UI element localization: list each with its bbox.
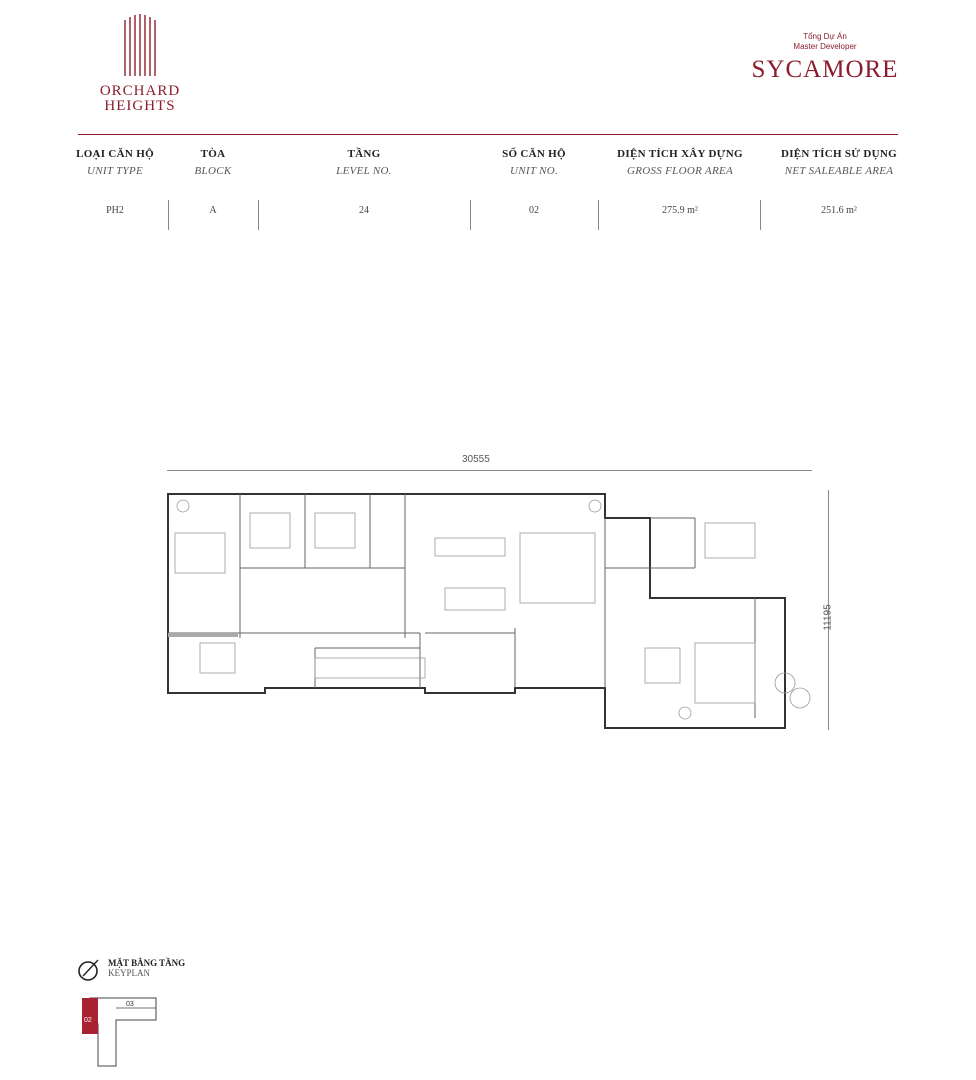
developer-label-vi: Tổng Dự Án: [803, 32, 847, 41]
spec-gross-area: [602, 148, 758, 216]
spec-value: 251.6 m²: [821, 205, 857, 216]
spec-label-vi: TÒA: [200, 148, 226, 160]
width-dimension-line: [167, 470, 812, 471]
table-divider: [470, 200, 471, 230]
depth-dimension-label: 11195: [822, 604, 834, 631]
developer-name: SYCAMORE: [751, 56, 899, 83]
spec-block: [170, 148, 256, 216]
keyplan-diagram: [80, 996, 170, 1076]
building-mark-icon: [123, 14, 157, 76]
width-dimension-label: 30555: [462, 454, 490, 465]
spec-value: A: [209, 205, 217, 216]
spec-label-en: LEVEL NO.: [336, 165, 392, 177]
spec-value: 275.9 m²: [662, 205, 698, 216]
table-divider: [258, 200, 259, 230]
spec-label-vi: LOẠI CĂN HỘ: [76, 148, 154, 160]
spec-level: [262, 148, 466, 216]
orchard-heights-logo: [90, 14, 190, 114]
spec-label-en: BLOCK: [194, 165, 232, 177]
spec-value: PH2: [106, 205, 124, 216]
keyplan-label-vi: MẶT BẰNG TẦNG: [108, 958, 186, 968]
table-divider: [168, 200, 169, 230]
spec-value: 02: [529, 205, 539, 216]
spec-value: 24: [359, 205, 369, 216]
floor-plan-drawing: [165, 488, 815, 733]
keyplan-label-en: KEYPLAN: [108, 968, 150, 978]
keyplan-unit-a: 02: [84, 1017, 92, 1024]
sycamore-logo: [740, 32, 910, 84]
brand-line2: HEIGHTS: [104, 98, 176, 114]
spec-label-en: UNIT NO.: [509, 165, 559, 177]
spec-unit-type: [70, 148, 160, 216]
spec-label-vi: SỐ CĂN HỘ: [502, 148, 566, 160]
header-divider: [78, 134, 898, 135]
developer-label-en: Master Developer: [793, 42, 857, 51]
spec-label-vi: TẦNG: [347, 148, 381, 160]
compass-icon: [76, 956, 104, 984]
spec-unit-no: [474, 148, 594, 216]
table-divider: [760, 200, 761, 230]
keyplan-unit-b: 03: [126, 1001, 134, 1008]
spec-label-en: NET SALEABLE AREA: [784, 165, 894, 177]
brand-line1: ORCHARD: [99, 83, 181, 99]
table-divider: [598, 200, 599, 230]
spec-label-vi: DIỆN TÍCH SỬ DỤNG: [780, 148, 898, 160]
spec-label-vi: DIỆN TÍCH XÂY DỰNG: [617, 148, 743, 160]
spec-label-en: UNIT TYPE: [87, 165, 143, 177]
keyplan-title: [108, 958, 185, 978]
spec-label-en: GROSS FLOOR AREA: [626, 165, 734, 177]
spec-net-area: [764, 148, 914, 216]
